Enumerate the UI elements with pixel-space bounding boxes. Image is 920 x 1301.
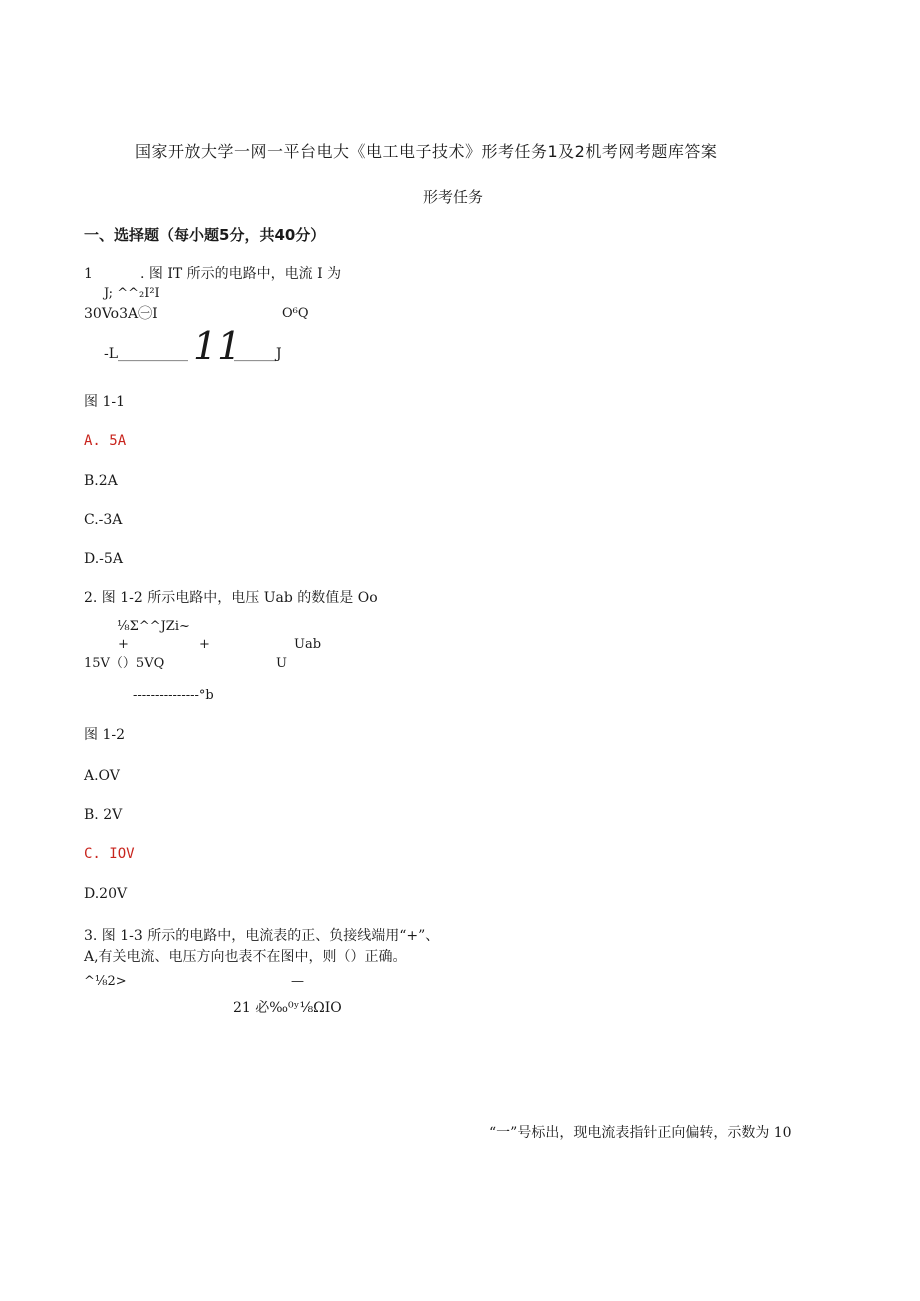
q2-u-label: U <box>276 656 287 671</box>
q3-figure-residue-1: ^⅛2> <box>84 974 127 989</box>
q1-figure-residue-3: O⁶Q <box>282 306 309 321</box>
q2-option-c-correct: C. IOV <box>84 846 135 862</box>
q1-figure-residue-1: J; ^^₂I²I <box>104 286 160 301</box>
question-group-heading: 一、选择题（每小题5分，共40分） <box>84 226 326 244</box>
q3-text-line-1: 3. 图 1-3 所示的电路中，电流表的正、负接线端用“+”、 <box>84 928 440 944</box>
section-heading: 形考任务 <box>423 188 484 206</box>
q1-figure-residue-5: 11 <box>193 324 242 368</box>
q1-option-d: D.-5A <box>84 551 123 567</box>
q1-figure-caption: 图 1-1 <box>84 394 125 410</box>
q1-figure-residue-6: ______J <box>234 346 282 362</box>
q2-text: 2. 图 1-2 所示电路中，电压 Uab 的数值是 Oo <box>84 590 378 606</box>
q1-number: 1 <box>84 266 93 282</box>
q2-plus-2: + <box>199 637 210 652</box>
q3-figure-residue-2: 21 必‰⁰ʸ⅛ΩIO <box>233 1000 342 1016</box>
q2-figure-residue-2: 15V（）5VQ <box>84 656 165 671</box>
q3-text-continuation: “一”号标出，现电流表指针正向偏转，示数为 10 <box>489 1125 792 1141</box>
q2-uab-label: Uab <box>294 637 322 652</box>
q2-figure-residue-1: ⅛Σ^^JZi~ <box>117 619 190 634</box>
q1-figure-residue-4: -L__________ <box>104 346 189 362</box>
q2-option-a: A.OV <box>84 768 120 784</box>
q3-text-line-2: A,有关电流、电压方向也表不在图中，则（）正确。 <box>84 949 407 965</box>
q2-figure-residue-3: ---------------°b <box>133 688 214 703</box>
document-title: 国家开放大学一网一平台电大《电工电子技术》形考任务1及2机考网考题库答案 <box>135 142 718 161</box>
q2-plus-1: + <box>118 637 129 652</box>
q2-option-b: B. 2V <box>84 807 123 823</box>
q1-text: . 图 IT 所示的电路中，电流 I 为 <box>140 266 342 282</box>
q2-figure-caption: 图 1-2 <box>84 727 125 743</box>
q3-figure-dash: — <box>291 974 304 989</box>
q1-option-a-correct: A. 5A <box>84 433 127 449</box>
q1-option-c: C.-3A <box>84 512 123 528</box>
q1-figure-residue-2: 30Vo3A㊀I <box>84 306 158 322</box>
q2-option-d: D.20V <box>84 886 128 902</box>
q1-option-b: B.2A <box>84 473 118 489</box>
